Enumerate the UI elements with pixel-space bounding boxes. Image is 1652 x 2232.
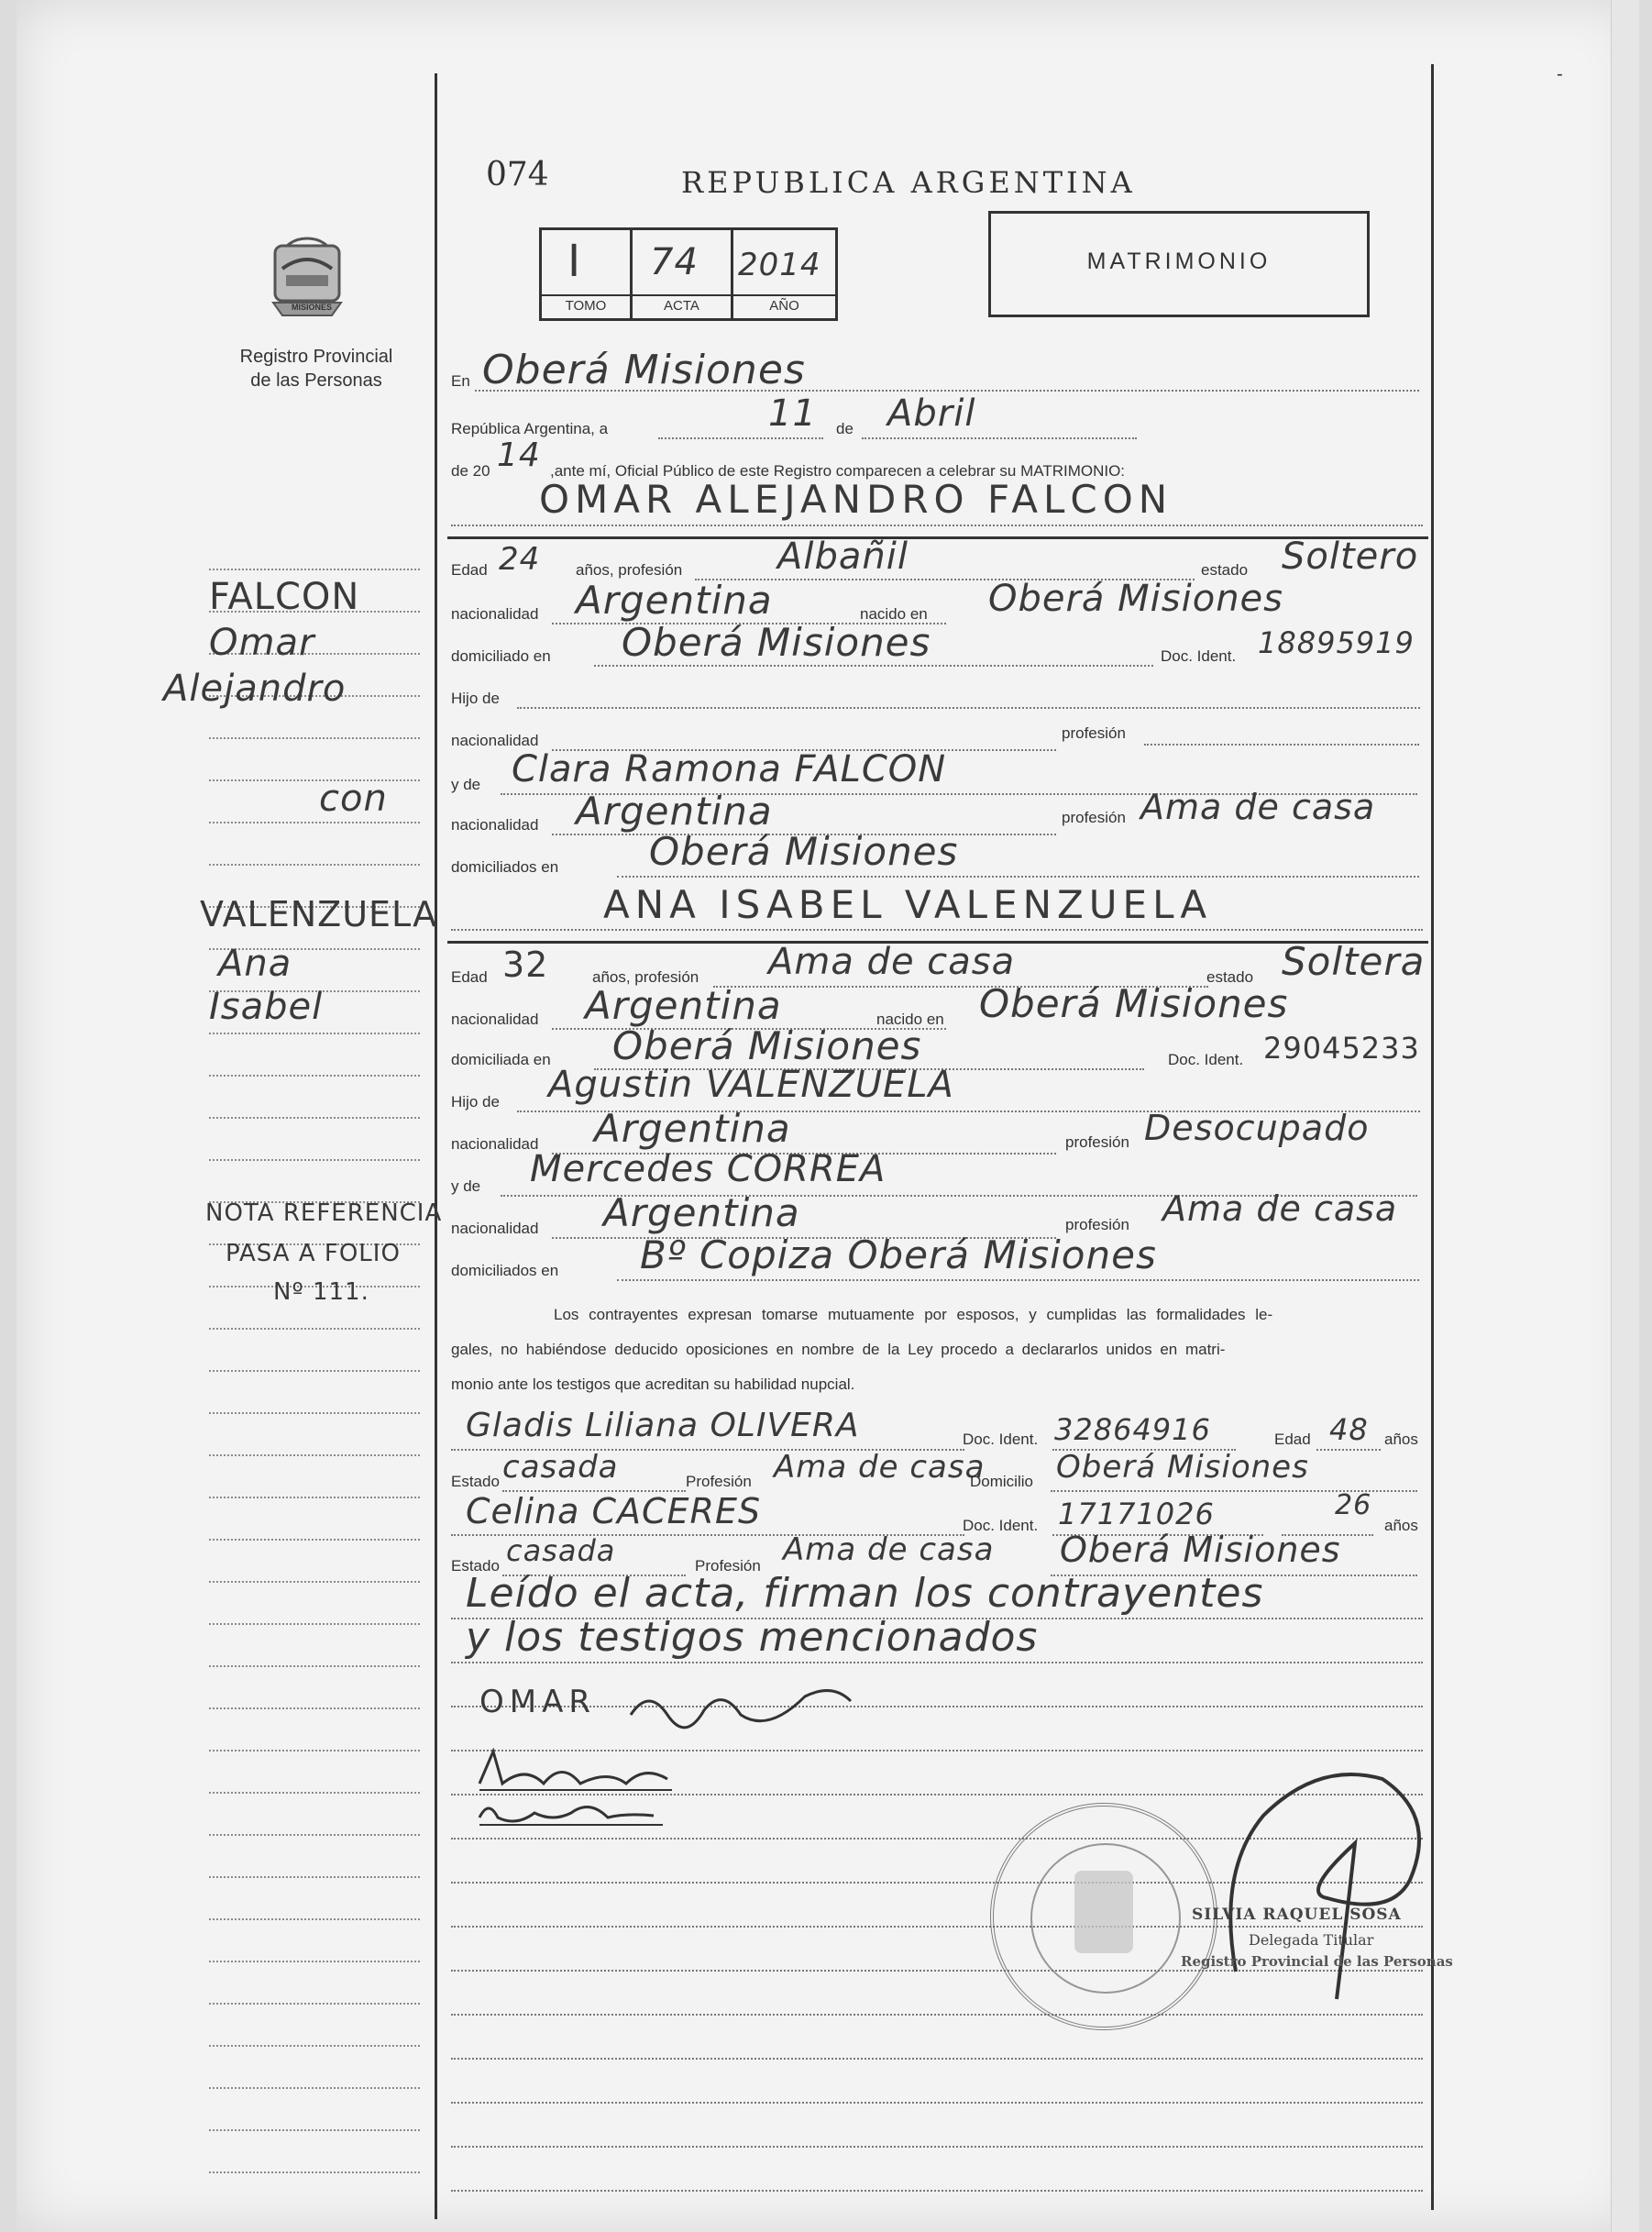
- groom-full-name: OMAR ALEJANDRO FALCON: [539, 477, 1173, 522]
- margin-rule: [209, 1117, 420, 1119]
- bride-estado: Soltera: [1282, 939, 1426, 984]
- margin-rule: [209, 2129, 420, 2131]
- margin-rule: [209, 2087, 420, 2089]
- groom-doc: 18895919: [1258, 625, 1415, 660]
- groom-madre-prof: Ama de casa: [1140, 787, 1376, 827]
- margin-rule: [209, 569, 420, 570]
- margin-rule: [209, 1033, 420, 1034]
- bride-full-name: ANA ISABEL VALENZUELA: [603, 882, 1213, 927]
- bride-profesion-label: años, profesión: [592, 968, 699, 986]
- groom-nacionalidad: Argentina: [576, 578, 773, 623]
- margin-rule: [209, 2003, 420, 2005]
- act-type-box: [988, 211, 1370, 317]
- groom-padres-dom-label: domiciliados en: [451, 858, 559, 876]
- ano-label: AÑO: [769, 298, 799, 314]
- margin-rule: [209, 2045, 420, 2047]
- groom-nacionalidad-label: nacionalidad: [451, 605, 539, 623]
- provincial-seal-icon: [257, 218, 358, 328]
- registry-name-line2: de las Personas: [250, 370, 382, 391]
- intro-day: 11: [768, 392, 817, 435]
- registry-name-line1: Registro Provincial: [239, 347, 393, 367]
- margin-note-surname: FALCON: [209, 576, 360, 618]
- tomo-value: I: [567, 236, 582, 287]
- witness2-edad: 26: [1335, 1489, 1372, 1521]
- margin-rule: [209, 1750, 420, 1751]
- margin-rule: [209, 779, 420, 781]
- groom-domicilio-label: domiciliado en: [451, 647, 551, 665]
- groom-estado-label: estado: [1201, 561, 1249, 579]
- record-box: [539, 227, 838, 321]
- republic-label: República Argentina, a: [451, 420, 609, 437]
- body-rule: [451, 2102, 1423, 2104]
- groom-doc-label: Doc. Ident.: [1161, 647, 1237, 665]
- groom-edad-label: Edad: [451, 561, 488, 579]
- witness1-domicilio: Oberá Misiones: [1056, 1449, 1309, 1486]
- bride-doc: 29045233: [1263, 1031, 1420, 1066]
- groom-madre-nac-label: nacionalidad: [451, 816, 539, 834]
- bride-domicilio-label: domiciliada en: [451, 1051, 551, 1068]
- edge-mark: -: [1557, 64, 1563, 84]
- margin-reference-note-1: NOTA REFERENCIA: [205, 1199, 443, 1227]
- bride-nacionalidad-label: nacionalidad: [451, 1011, 539, 1028]
- margin-rule: [209, 1412, 420, 1414]
- bride-signature-icon: [470, 1742, 681, 1797]
- witness1-domicilio-label: Domicilio: [970, 1473, 1033, 1490]
- intro-place: Oberá Misiones: [482, 347, 806, 393]
- acta-value: 74: [650, 241, 699, 283]
- margin-rule: [209, 1623, 420, 1625]
- margin-rule: [209, 864, 420, 866]
- margin-rule: [209, 1454, 420, 1456]
- groom-padre-nac-label: nacionalidad: [451, 732, 539, 749]
- groom-madre-nac: Argentina: [576, 789, 773, 834]
- body-rule: [451, 2146, 1423, 2148]
- witness1-doc-label: Doc. Ident.: [963, 1431, 1039, 1448]
- official-name: SILVIA RAQUEL SOSA: [1192, 1906, 1402, 1924]
- groom-nacido-label: nacido en: [860, 605, 928, 623]
- official-office: Registro Provincial de las Personas: [1181, 1953, 1453, 1970]
- margin-rule: [209, 1665, 420, 1667]
- bride-madre-nac: Argentina: [603, 1190, 800, 1235]
- margin-rule: [209, 1497, 420, 1498]
- bride-padre: Agustin VALENZUELA: [548, 1064, 954, 1106]
- bride-madre-nac-label: nacionalidad: [451, 1220, 539, 1237]
- body-rule: [451, 1706, 1423, 1707]
- margin-rule: [209, 1707, 420, 1709]
- witness1-estado-label: Estado: [451, 1473, 500, 1490]
- ano-value: 2014: [738, 247, 821, 283]
- margin-rule: [209, 1581, 420, 1583]
- witness2-profesion-label: Profesión: [695, 1557, 761, 1575]
- margin-note-connector: con: [319, 778, 388, 820]
- witness1-profesion-label: Profesión: [686, 1473, 752, 1490]
- left-column-border: [435, 73, 437, 2219]
- bride-profesion: Ama de casa: [768, 941, 1016, 983]
- margin-rule: [209, 1159, 420, 1161]
- witness2-estado: casada: [506, 1533, 616, 1568]
- tomo-label: TOMO: [565, 298, 607, 314]
- witness2-profesion: Ama de casa: [783, 1531, 995, 1568]
- witness1-name: Gladis Liliana OLIVERA: [466, 1407, 860, 1444]
- witness2-domicilio: Oberá Misiones: [1060, 1530, 1341, 1570]
- margin-rule: [209, 1834, 420, 1836]
- document-page: [17, 0, 1639, 2232]
- witness2-anos-label: años: [1384, 1517, 1418, 1534]
- bride-nacido: Oberá Misiones: [979, 981, 1289, 1026]
- groom-madre: Clara Ramona FALCON: [512, 748, 947, 790]
- margin-rule: [209, 1539, 420, 1541]
- country-title: REPUBLICA ARGENTINA: [681, 165, 1136, 200]
- groom-padres-dom: Oberá Misiones: [649, 829, 959, 874]
- groom-yde-label: y de: [451, 776, 481, 793]
- bride-hijo-label: Hijo de: [451, 1093, 500, 1110]
- bride-edad-label: Edad: [451, 968, 488, 986]
- groom-domicilio: Oberá Misiones: [622, 620, 931, 665]
- closing-line1: Leído el acta, firman los contrayentes: [466, 1570, 1264, 1617]
- body-rule: [451, 2190, 1423, 2192]
- witness1-profesion: Ama de casa: [774, 1449, 986, 1486]
- groom-hijo-label: Hijo de: [451, 690, 500, 707]
- official-title: Delegada Titular: [1249, 1931, 1374, 1949]
- bride-padre-prof-label: profesión: [1065, 1133, 1129, 1151]
- margin-rule: [209, 1075, 420, 1077]
- margin-rule: [209, 822, 420, 823]
- intro-year: 14: [497, 436, 541, 474]
- bride-padre-prof: Desocupado: [1144, 1108, 1370, 1148]
- margin-rule: [209, 1876, 420, 1878]
- closing-line2: y los testigos mencionados: [466, 1614, 1039, 1661]
- margin-rule: [209, 1918, 420, 1920]
- de-label: de: [836, 420, 854, 437]
- page-edge: [1611, 0, 1639, 2232]
- margin-rule: [209, 1961, 420, 1962]
- margin-note-bride-surname: VALENZUELA: [200, 894, 438, 934]
- bride-padres-dom: Bº Copiza Oberá Misiones: [640, 1232, 1157, 1277]
- witness1-edad: 48: [1329, 1412, 1369, 1447]
- bride-estado-label: estado: [1206, 968, 1254, 986]
- witness1-edad-label: Edad: [1274, 1431, 1311, 1448]
- margin-rule: [209, 737, 420, 739]
- folio-number: 074: [486, 156, 549, 193]
- declaration-line2: gales, no habiéndose deducido oposiciones en nombre de la Ley procedo a declararlos unidos en matri-: [451, 1341, 1226, 1358]
- bride-domicilio: Oberá Misiones: [612, 1023, 922, 1068]
- witness2-estado-label: Estado: [451, 1557, 500, 1575]
- groom-nacido: Oberá Misiones: [988, 578, 1284, 620]
- body-rule: [451, 2058, 1423, 2060]
- acta-label: ACTA: [664, 298, 699, 314]
- official-signature-icon: [1208, 1742, 1456, 2017]
- year-prefix: de 20: [451, 462, 490, 480]
- declaration-line3: monio ante los testigos que acreditan su habilidad nupcial.: [451, 1376, 855, 1393]
- groom-estado: Soltero: [1282, 536, 1419, 578]
- bride-padre-nac: Argentina: [594, 1106, 791, 1151]
- margin-rule: [209, 1370, 420, 1372]
- margin-note-bride-first: Ana: [218, 943, 292, 985]
- margin-reference-note-2: PASA A FOLIO: [226, 1240, 401, 1267]
- groom-signature-flourish-icon: [622, 1678, 860, 1742]
- groom-profesion: Albañil: [777, 536, 909, 578]
- bride-madre-prof-label: profesión: [1065, 1216, 1129, 1233]
- witness1-estado: casada: [502, 1449, 619, 1486]
- bride-yde-label: y de: [451, 1177, 481, 1195]
- margin-note-first-name: Omar: [209, 622, 315, 664]
- witness2-doc-label: Doc. Ident.: [963, 1517, 1039, 1534]
- act-type: MATRIMONIO: [1086, 249, 1272, 274]
- witness1-doc: 32864916: [1054, 1412, 1211, 1447]
- en-label: En: [451, 372, 470, 390]
- witness2-name: Celina CACERES: [466, 1491, 762, 1531]
- margin-note-middle-name: Alejandro: [163, 668, 347, 710]
- margin-rule: [209, 1792, 420, 1794]
- bride-madre-prof: Ama de casa: [1162, 1188, 1398, 1229]
- bride-madre: Mercedes CORREA: [530, 1148, 887, 1190]
- registry-stamp: [990, 1803, 1217, 2030]
- margin-note-bride-middle: Isabel: [209, 986, 324, 1028]
- groom-edad: 24: [499, 541, 541, 578]
- bride-padres-dom-label: domiciliados en: [451, 1262, 559, 1279]
- witness1-anos-label: años: [1384, 1431, 1418, 1448]
- witness-signature-icon: [470, 1790, 681, 1836]
- bride-doc-label: Doc. Ident.: [1168, 1051, 1244, 1068]
- bride-padre-nac-label: nacionalidad: [451, 1135, 539, 1153]
- margin-rule: [209, 2171, 420, 2173]
- groom-profesion-label: años, profesión: [576, 561, 683, 579]
- witness2-doc: 17171026: [1058, 1497, 1215, 1531]
- groom-madre-prof-label: profesión: [1062, 809, 1126, 826]
- intro-statement: ,ante mí, Oficial Público de este Registro comparecen a celebrar su MATRIMONIO:: [550, 462, 1126, 480]
- bride-nacido-label: nacido en: [876, 1011, 944, 1028]
- groom-padre-prof-label: profesión: [1062, 724, 1126, 742]
- seal-text: MISIONES: [292, 303, 333, 312]
- bride-edad: 32: [502, 945, 549, 985]
- intro-month: Abril: [887, 392, 976, 435]
- groom-signature: OMAR: [479, 1684, 596, 1720]
- bride-nacionalidad: Argentina: [585, 983, 782, 1028]
- margin-rule: [209, 1328, 420, 1330]
- margin-reference-note-3: Nº 111.: [273, 1278, 369, 1306]
- declaration-line1: Los contrayentes expresan tomarse mutuamente por esposos, y cumplidas las formalidades le-: [554, 1306, 1273, 1323]
